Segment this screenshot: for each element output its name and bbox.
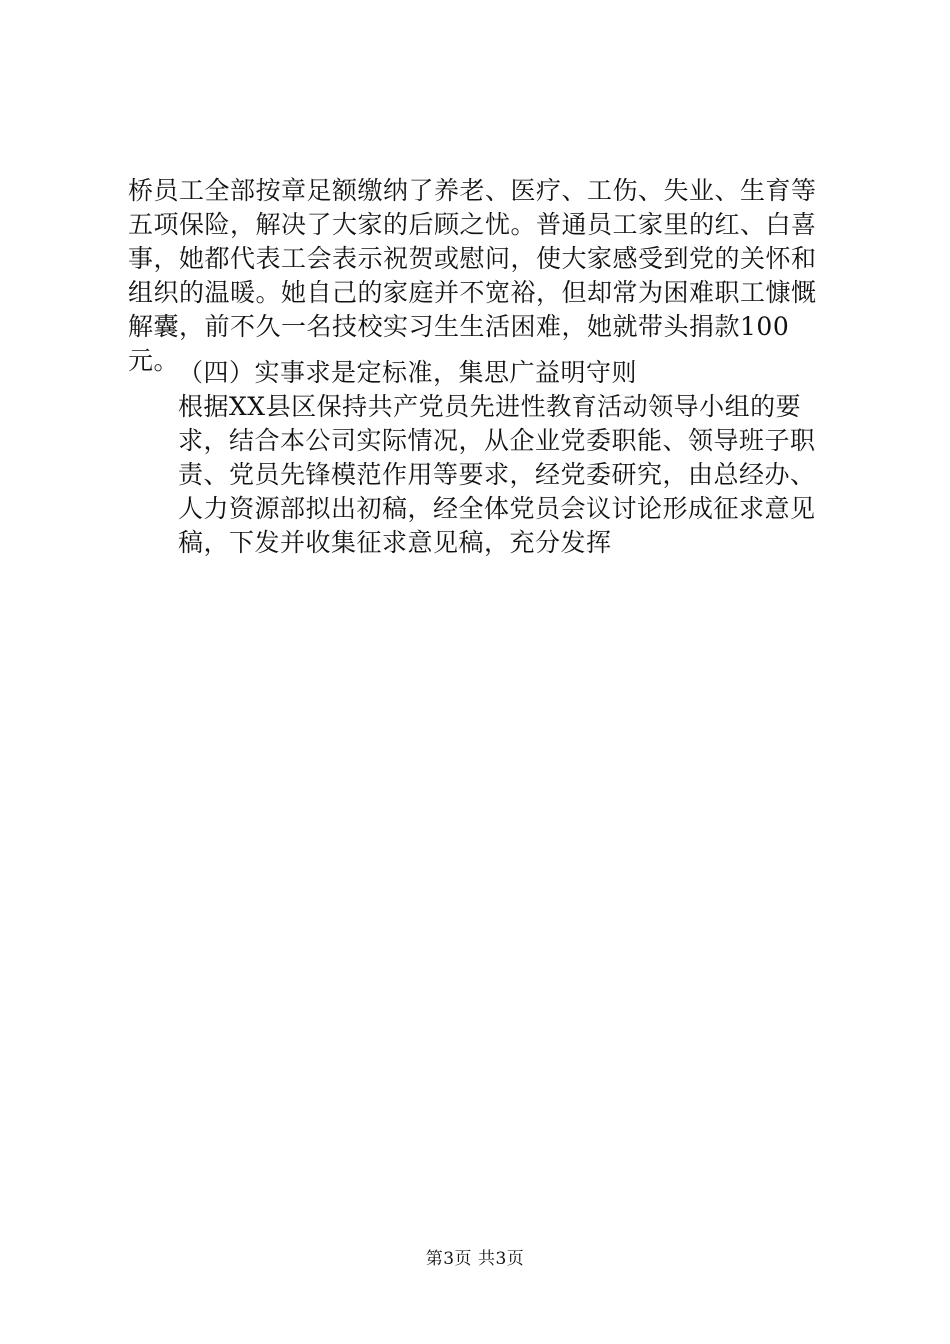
page-footer: 第3页 共3页 <box>425 1249 525 1269</box>
body-paragraph-1: 桥员工全部按章足额缴纳了养老、医疗、工伤、失业、生育等五项保险，解决了大家的后顾之忧。普通员工家里的红、白喜事，她都代表工会表示祝贺或慰问，使大家感受到党的关怀和组织的温暖。她自己的家庭并不宽裕，但却常为困难职工慷慨解囊，前不久一名技校实习生生活困难，她就带头捐款100元。 <box>128 176 817 375</box>
body-paragraph-2: 根据XX县区保持共产党员先进性教育活动领导小组的要求，结合本公司实际情况，从企业党委职能、领导班子职责、党员先锋模范作用等要求，经党委研究，由总经办、人力资源部拟出初稿，经全体党员会议讨论形成征求意见稿，下发并收集征求意见稿，充分发挥 <box>178 392 816 557</box>
section-heading: （四）实事求是定标准，集思广益明守则 <box>178 358 638 387</box>
text-block-2 <box>128 356 828 560</box>
text-block-1 <box>128 174 828 378</box>
